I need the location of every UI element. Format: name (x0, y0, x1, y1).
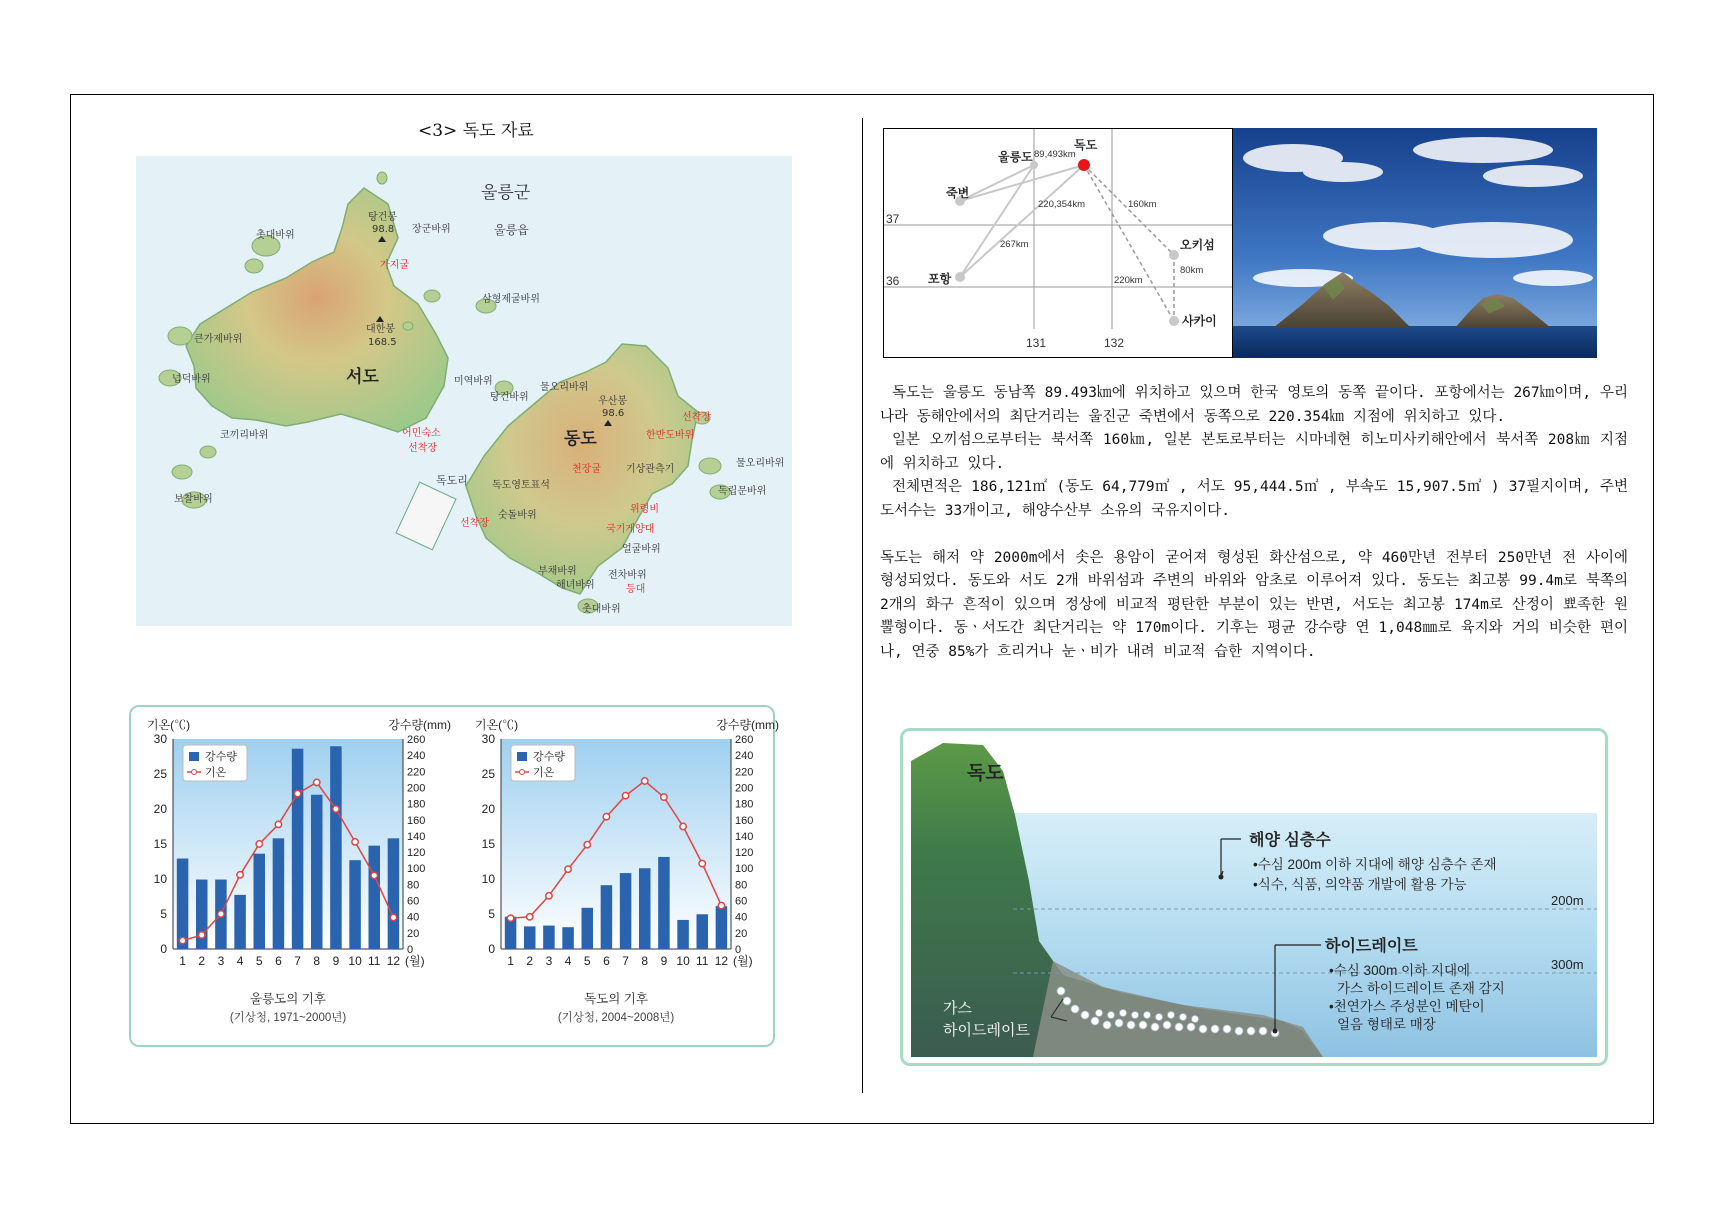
route-distance-label: 160km (1128, 199, 1157, 210)
hydrate-line4: 얼음 형태로 매장 (1337, 1017, 1436, 1032)
paragraph: 전체면적은 186,121㎡ (동도 64,779㎡ , 서도 95,444.5㎡ , 부속도 15,907.5㎡ ) 37필지이며, 주변 도서수는 33개이고, 해양수산부 소유의 국유지이다. (880, 479, 1628, 519)
gas-hydrate-label-1: 가스 (943, 1000, 972, 1017)
temp-point (179, 937, 185, 943)
legend-temp-label: 기온 (533, 767, 555, 779)
temp-point (584, 842, 590, 848)
precip-bar (254, 854, 266, 949)
precip-bar (388, 838, 400, 949)
legend-temp-marker (520, 770, 525, 775)
month-tick-label: 12 (714, 954, 729, 968)
precip-bar (582, 908, 594, 949)
dokdo-photo (1233, 128, 1597, 358)
hydrate-line3: •천연가스 주성분인 메탄이 (1329, 999, 1485, 1014)
map-label: 전차바위 (608, 570, 647, 581)
precip-bar (349, 860, 361, 949)
temp-point (680, 823, 686, 829)
precip-tick-label: 180 (735, 798, 754, 811)
map-label: 선착장 (682, 412, 711, 423)
peak-north-height: 98.8 (372, 224, 395, 235)
temp-point (294, 790, 300, 796)
temp-point (352, 839, 358, 845)
month-tick-label: 12 (386, 954, 401, 968)
month-tick-label: 2 (526, 954, 534, 968)
temp-point (661, 794, 667, 800)
west-island-shape (186, 188, 448, 432)
legend-precip-label: 강수량 (205, 751, 237, 763)
precip-bar (697, 914, 709, 949)
precip-tick-label: 160 (735, 814, 754, 827)
map-label: 어민숙소 (402, 428, 441, 439)
temp-point (699, 860, 705, 866)
route-distance-label: 89,493km (1034, 149, 1076, 160)
precip-tick-label: 0 (735, 944, 742, 956)
precip-tick-label: 200 (407, 782, 426, 795)
month-unit-label: (월) (733, 954, 753, 968)
route-dokdo: 독도 (1074, 138, 1098, 152)
month-tick-label: 10 (676, 954, 690, 968)
peak-north-name: 탕건봉 (368, 212, 397, 223)
map-label: 한반도바위 (646, 430, 695, 441)
month-tick-label: 3 (545, 954, 553, 968)
month-tick-label: 6 (275, 954, 282, 968)
temp-tick-label: 5 (488, 907, 495, 921)
deep-water-line2: •식수, 식품, 의약품 개발에 활용 가능 (1253, 877, 1467, 892)
left-axis-label: 기온(℃) (147, 718, 191, 732)
temp-point (622, 793, 628, 799)
distance-map (883, 128, 1233, 358)
precip-tick-label: 60 (407, 895, 420, 908)
month-tick-label: 10 (348, 954, 362, 968)
map-label: 넙덕바위 (172, 374, 211, 385)
precip-tick-label: 20 (735, 927, 748, 940)
temp-tick-label: 30 (153, 732, 167, 746)
dokdo-marker (1078, 159, 1090, 171)
precip-bar (601, 885, 613, 949)
month-tick-label: 5 (255, 954, 263, 968)
map-label: 국기게양대 (606, 524, 655, 535)
climate-chart-panel (129, 705, 779, 1047)
deep-water-line1: •수심 200m 이하 지대에 해양 심층수 존재 (1253, 857, 1497, 872)
depth-200-label: 200m (1551, 893, 1584, 908)
month-unit-label: (월) (405, 954, 425, 968)
temp-point (546, 893, 552, 899)
legend-temp-label: 기온 (205, 767, 227, 779)
month-tick-label: 7 (622, 954, 629, 968)
ulleungdo-climate-chart (139, 713, 457, 1039)
map-label: 물오리바위 (540, 382, 589, 393)
lon-131-label: 131 (1026, 336, 1047, 350)
chart-subtitle: (기상청, 2004~2008년) (557, 1012, 675, 1024)
temp-tick-label: 0 (160, 942, 167, 956)
temp-point (218, 911, 224, 917)
route-distance-label: 267km (1000, 239, 1029, 250)
right-axis-label: 강수량(mm) (388, 718, 451, 732)
peak-east-name: 우산봉 (598, 396, 627, 407)
map-label: 탕건바위 (490, 392, 529, 403)
deep-water-title: 해양 심층수 (1249, 832, 1331, 849)
map-label: 해녀바위 (556, 580, 595, 591)
legend-temp-marker (192, 770, 197, 775)
page-title: <3> 독도 자료 (418, 121, 534, 141)
section-island-label: 독도 (967, 763, 1004, 784)
precip-tick-label: 20 (407, 927, 420, 940)
map-label: 보찰바위 (174, 494, 213, 505)
precip-bar (562, 927, 574, 949)
temp-point (237, 872, 243, 878)
precip-tick-label: 120 (407, 847, 426, 860)
precip-bar (177, 859, 189, 949)
map-label: 장군바위 (412, 224, 451, 235)
lat-37-label: 37 (886, 212, 900, 226)
month-tick-label: 8 (313, 954, 321, 968)
precip-tick-label: 260 (407, 734, 426, 746)
temp-point (390, 914, 396, 920)
precip-bar (639, 868, 651, 949)
temp-point (333, 806, 339, 812)
temp-point (314, 779, 320, 785)
temp-tick-label: 15 (481, 837, 495, 851)
temp-tick-label: 30 (481, 732, 495, 746)
precip-bar (620, 873, 632, 949)
month-tick-label: 5 (583, 954, 591, 968)
dokdo-ri-label: 독도리 (436, 474, 468, 487)
east-island-label: 동도 (564, 429, 597, 449)
map-label: 코끼리바위 (220, 430, 269, 441)
chart-title: 독도의 기후 (584, 992, 648, 1006)
month-tick-label: 8 (641, 954, 649, 968)
chart-title: 울릉도의 기후 (250, 992, 326, 1006)
precip-bar (677, 920, 689, 949)
month-tick-label: 1 (179, 954, 186, 968)
paragraph: 독도는 해저 약 2000m에서 솟은 용암이 굳어져 형성된 화산섬으로, 약 460만년 전부터 250만년 전 사이에 형성되었다. 동도와 서도 2개 바위섬과 주변의 바위와 암초로 이루어져 있다. 동도는 최고봉 99.4m로 북쪽의 2개의 화구 흔적이 있으며 정상에 비교적 평탄한 부분이 있는 반면, 서도는 최고봉 174m로 산정이 뾰족한 원뿔형이다. 동ㆍ서도간 최단거리는 약 170m이다. 기후는 평균 강수량 연 1,048㎜로 육지와 거의 비슷한 편이나, 연중 85%가 흐리거나 눈ㆍ비가 내려 비교적 습한 지역이다. (880, 549, 1628, 660)
month-tick-label: 11 (696, 954, 709, 968)
precip-bar (524, 926, 536, 949)
map-label: 선착장 (460, 518, 489, 529)
map-label: 미역바위 (454, 376, 493, 387)
temp-tick-label: 25 (153, 767, 167, 781)
map-label: 삼형제굴바위 (482, 294, 540, 305)
town-label: 울릉읍 (494, 223, 529, 237)
legend-precip-label: 강수량 (533, 751, 565, 763)
precip-tick-label: 220 (407, 766, 426, 779)
hydrate-line2: 가스 하이드레이트 존재 감지 (1337, 981, 1505, 996)
precip-bar (543, 926, 555, 949)
month-tick-label: 7 (294, 954, 301, 968)
precip-tick-label: 140 (407, 830, 426, 843)
map-label: 물오리바위 (736, 458, 785, 469)
month-tick-label: 1 (507, 954, 514, 968)
precip-bar (330, 746, 342, 949)
month-tick-label: 6 (603, 954, 610, 968)
map-label: 가지굴 (380, 260, 409, 271)
map-label: 선착장 (408, 443, 437, 454)
temp-point (603, 814, 609, 820)
left-axis-label: 기온(℃) (475, 718, 519, 732)
precip-tick-label: 120 (735, 847, 754, 860)
dokdo-climate-chart (467, 713, 785, 1039)
map-label: 위령비 (630, 504, 659, 515)
map-label: 등대 (626, 584, 646, 595)
precip-bar (311, 795, 323, 949)
precip-tick-label: 260 (735, 734, 754, 746)
column-divider (862, 118, 863, 1093)
temp-tick-label: 0 (488, 942, 495, 956)
chart-subtitle: (기상청, 1971~2000년) (229, 1012, 347, 1024)
month-tick-label: 4 (236, 954, 244, 968)
precip-tick-label: 60 (735, 895, 748, 908)
county-label: 울릉군 (481, 183, 531, 203)
map-label: 촛대바위 (256, 230, 295, 241)
route-distance-label: 220km (1114, 275, 1143, 286)
temp-tick-label: 10 (153, 872, 167, 886)
temp-tick-label: 5 (160, 907, 167, 921)
precip-bar (234, 895, 246, 949)
gas-hydrate-label-2: 하이드레이트 (943, 1022, 1030, 1039)
month-tick-label: 9 (332, 954, 340, 968)
peak-west-height: 168.5 (368, 337, 397, 348)
precip-tick-label: 200 (735, 782, 754, 795)
peak-west-name: 대한봉 (366, 324, 395, 335)
precip-tick-label: 80 (407, 879, 420, 892)
map-label: 독립문바위 (718, 486, 767, 497)
month-tick-label: 3 (217, 954, 225, 968)
peak-east-height: 98.6 (602, 408, 625, 419)
month-tick-label: 4 (564, 954, 572, 968)
temp-point (565, 866, 571, 872)
precip-tick-label: 100 (735, 863, 754, 876)
temp-point (642, 778, 648, 784)
precip-tick-label: 0 (407, 944, 414, 956)
precip-tick-label: 240 (407, 750, 426, 763)
route-jukbyeon: 죽변 (946, 186, 970, 200)
temp-tick-label: 20 (153, 802, 167, 816)
route-okiseom: 오키섬 (1180, 238, 1215, 252)
lat-36-label: 36 (886, 274, 900, 288)
temp-point (718, 902, 724, 908)
precip-tick-label: 140 (735, 830, 754, 843)
route-pohang: 포항 (928, 272, 952, 286)
precip-tick-label: 160 (407, 814, 426, 827)
depth-300-label: 300m (1551, 957, 1584, 972)
description-text (880, 382, 1628, 665)
route-distance-label: 220,354km (1038, 199, 1086, 210)
precip-tick-label: 40 (735, 911, 748, 924)
precip-bar (369, 846, 381, 949)
map-label: 큰가제바위 (194, 334, 243, 345)
hydrate-title: 하이드레이트 (1325, 938, 1418, 955)
month-tick-label: 9 (660, 954, 668, 968)
west-island-label: 서도 (346, 367, 379, 387)
precip-bar (658, 857, 670, 949)
route-distance-label: 80km (1180, 265, 1204, 276)
temp-tick-label: 20 (481, 802, 495, 816)
map-label: 독도영토표석 (492, 480, 550, 491)
month-tick-label: 11 (368, 954, 381, 968)
precip-tick-label: 80 (735, 879, 748, 892)
temp-tick-label: 25 (481, 767, 495, 781)
temp-point (507, 915, 513, 921)
legend-precip-swatch (517, 752, 527, 761)
temp-tick-label: 10 (481, 872, 495, 886)
temp-point (275, 821, 281, 827)
temp-point (527, 914, 533, 920)
month-tick-label: 2 (198, 954, 206, 968)
west-pier (396, 482, 456, 550)
precip-tick-label: 220 (735, 766, 754, 779)
temp-point (371, 872, 377, 878)
route-sakai: 사카이 (1182, 314, 1217, 328)
route-ulleungdo: 울릉도 (998, 150, 1033, 164)
map-label: 얼굴바위 (622, 544, 661, 555)
precip-tick-label: 40 (407, 911, 420, 924)
map-label: 숫돌바위 (498, 510, 537, 521)
precip-tick-label: 180 (407, 798, 426, 811)
precip-bar (273, 838, 285, 949)
map-label: 천장굴 (572, 464, 601, 475)
temp-point (256, 841, 262, 847)
paragraph: 일본 오끼섬으로부터는 북서쪽 160㎞, 일본 본토로부터는 시마네현 히노미사키해안에서 북서쪽 208㎞ 지점에 위치하고 있다. (880, 432, 1628, 472)
temp-point (199, 932, 205, 938)
map-label: 촛대바위 (582, 604, 621, 615)
legend-precip-swatch (189, 752, 199, 761)
hydrate-line1: •수심 300m 이하 지대에 (1329, 963, 1471, 978)
dokdo-map (136, 156, 792, 626)
precip-tick-label: 100 (407, 863, 426, 876)
map-label: 기상관측기 (626, 464, 675, 475)
right-axis-label: 강수량(mm) (716, 718, 779, 732)
paragraph: 독도는 울릉도 동남쪽 89.493㎞에 위치하고 있으며 한국 영토의 동쪽 끝이다. 포항에서는 267㎞이며, 우리나라 동해안에서의 최단거리는 울진군 죽변에서 동쪽으로 220.354㎞ 지점에 위치하고 있다. (880, 385, 1628, 425)
precip-bar (292, 749, 304, 949)
precip-bar (716, 906, 728, 949)
precip-tick-label: 240 (735, 750, 754, 763)
temp-tick-label: 15 (153, 837, 167, 851)
seabed-cross-section (900, 728, 1608, 1066)
lon-132-label: 132 (1104, 336, 1125, 350)
map-label: 부채바위 (538, 566, 577, 577)
